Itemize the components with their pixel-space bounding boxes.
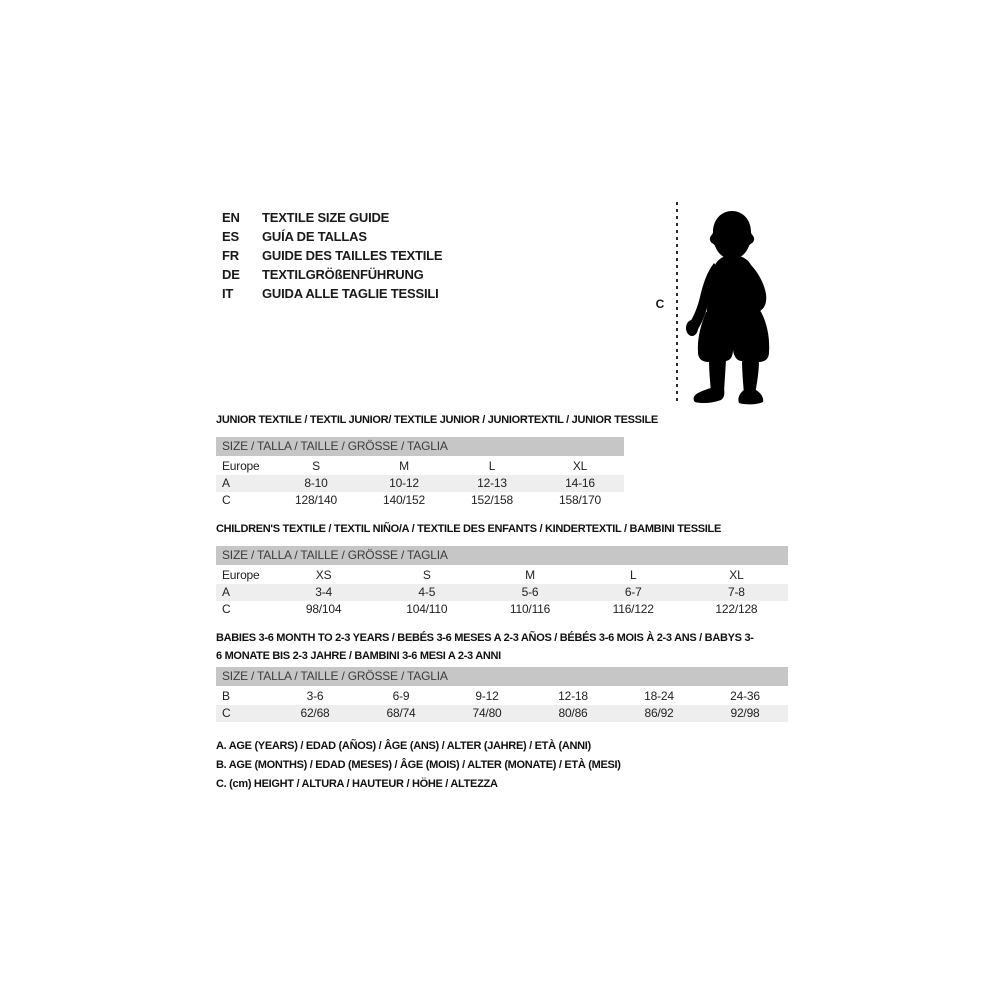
table-cell: 6-7 [624, 585, 642, 599]
table-cell: 158/170 [559, 493, 601, 507]
table-cell: 12-13 [477, 476, 507, 490]
table-row [216, 688, 788, 705]
row-label: A [222, 585, 230, 599]
row-label: C [222, 602, 231, 616]
language-title: TEXTILGRÖßENFÜHRUNG [262, 267, 424, 282]
footnote-height-cm: C. (cm) HEIGHT / ALTURA / HAUTEUR / HÖHE / ALTEZZA [216, 778, 498, 790]
table-cell: XS [315, 568, 332, 582]
language-list [222, 208, 442, 303]
row-label: C [222, 706, 231, 720]
table-cell: 116/122 [612, 602, 654, 616]
language-row-de [222, 265, 442, 284]
language-code: EN [222, 210, 240, 225]
table-title: CHILDREN'S TEXTILE / TEXTIL NIÑO/A / TEXTILE DES ENFANTS / KINDERTEXTIL / BAMBINI TESSILE [216, 523, 721, 535]
language-code: DE [222, 267, 240, 282]
table-cell: 74/80 [472, 706, 502, 720]
table-cell: 9-12 [475, 689, 499, 703]
table-cell: 92/98 [730, 706, 760, 720]
table-cell: 140/152 [383, 493, 425, 507]
table-cell: XL [729, 568, 744, 582]
table-cell: 8-10 [304, 476, 328, 490]
table-cell: M [399, 459, 409, 473]
footnote-age-years: A. AGE (YEARS) / EDAD (AÑOS) / ÂGE (ANS) / ALTER (JAHRE) / ETÀ (ANNI) [216, 740, 591, 752]
table-cell: 128/140 [295, 493, 337, 507]
table-row [216, 705, 788, 722]
junior-textile-table [216, 411, 658, 509]
table-cell: 110/116 [509, 602, 551, 616]
row-label: B [222, 689, 230, 703]
footnote-age-months: B. AGE (MONTHS) / EDAD (MESES) / ÂGE (MOIS) / ALTER (MONATE) / ETÀ (MESI) [216, 759, 621, 771]
table-title: JUNIOR TEXTILE / TEXTIL JUNIOR/ TEXTILE JUNIOR / JUNIORTEXTIL / JUNIOR TESSILE [216, 414, 658, 426]
table-cell: 4-5 [418, 585, 436, 599]
height-marker-label: C [655, 297, 665, 311]
table-cell: 14-16 [565, 476, 595, 490]
table-cell: 62/68 [300, 706, 330, 720]
table-cell: 10-12 [389, 476, 419, 490]
table-cell: 12-18 [558, 689, 588, 703]
table-row [216, 458, 624, 475]
language-row-fr [222, 246, 442, 265]
table-cell: 122/128 [715, 602, 758, 616]
language-code: FR [222, 248, 239, 263]
table-cell: S [422, 568, 431, 582]
language-title: GUIDE DES TAILLES TEXTILE [262, 248, 443, 263]
language-title: GUIDA ALLE TAGLIE TESSILI [262, 286, 439, 301]
table-cell: 98/104 [305, 602, 342, 616]
table-rows [216, 567, 788, 618]
table-cell: 18-24 [644, 689, 674, 703]
table-row [216, 475, 624, 492]
table-cell: 152/158 [471, 493, 513, 507]
language-code: IT [222, 286, 234, 301]
language-code: ES [222, 229, 239, 244]
table-cell: L [488, 459, 496, 473]
table-row [216, 601, 788, 618]
table-cell: M [525, 568, 535, 582]
table-cell: 104/110 [406, 602, 448, 616]
toddler-silhouette-icon [682, 202, 795, 407]
table-cell: 6-9 [392, 689, 410, 703]
table-cell: S [312, 459, 320, 473]
table-cell: 5-6 [521, 585, 539, 599]
language-title: GUÍA DE TALLAS [262, 229, 367, 244]
size-header-bar: SIZE / TALLA / TAILLE / GRÖSSE / TAGLIA [216, 667, 788, 686]
size-header-bar: SIZE / TALLA / TAILLE / GRÖSSE / TAGLIA [216, 437, 624, 456]
table-title: BABIES 3-6 MONTH TO 2-3 YEARS / BEBÉS 3-6 MESES A 2-3 AÑOS / BÉBÉS 3-6 MOIS À 2-3 ANS / BABYS 3-6 MONATE BIS 2-3 JAHRE / BAMBINI 3-6 MESI A 2-3 ANNI [216, 632, 754, 662]
height-measure-dotted-line [676, 202, 678, 405]
table-cell: 7-8 [728, 585, 745, 599]
table-row [216, 584, 788, 601]
table-rows [216, 458, 624, 509]
table-cell: 68/74 [386, 706, 416, 720]
row-label: Europe [222, 568, 260, 582]
table-cell: 24-36 [730, 689, 760, 703]
language-row-en [222, 208, 442, 227]
size-header-bar: SIZE / TALLA / TAILLE / GRÖSSE / TAGLIA [216, 546, 788, 565]
table-rows [216, 688, 788, 722]
language-title: TEXTILE SIZE GUIDE [262, 210, 390, 225]
row-label: A [222, 476, 230, 490]
childrens-textile-table [216, 520, 788, 618]
table-row [216, 567, 788, 584]
footnote-legend [216, 737, 836, 794]
table-cell: 3-4 [315, 585, 332, 599]
language-row-es [222, 227, 442, 246]
table-cell: 80/86 [558, 706, 588, 720]
table-cell: XL [572, 459, 588, 473]
babies-textile-table [216, 629, 788, 722]
table-cell: 86/92 [644, 706, 674, 720]
table-cell: L [629, 568, 637, 582]
table-cell: 3-6 [306, 689, 324, 703]
table-row [216, 492, 624, 509]
language-row-it [222, 284, 442, 303]
row-label: C [222, 493, 231, 507]
row-label: Europe [222, 459, 260, 473]
